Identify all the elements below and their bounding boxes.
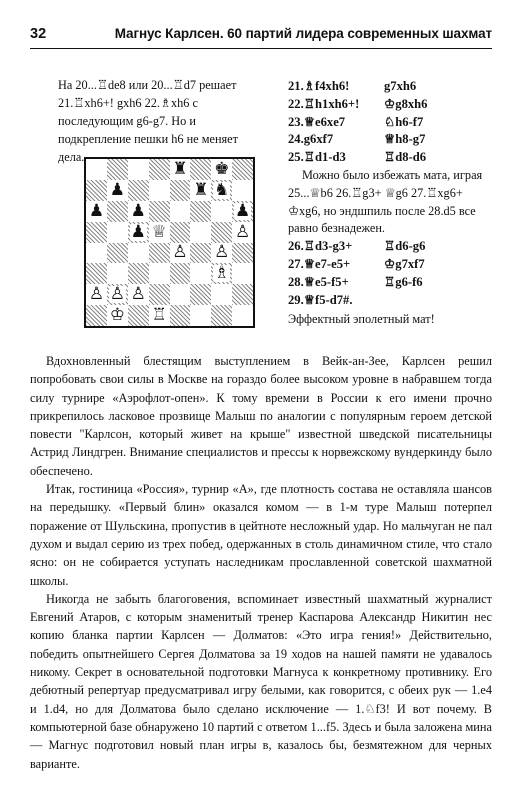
board-square [232,222,253,243]
chess-piece-icon: ♜ [193,179,209,200]
board-square [86,222,107,243]
move-row [288,149,488,167]
board-square [107,243,128,264]
black-move: ♕h8-g7 [384,132,426,147]
chess-piece-icon: ♙ [234,221,251,242]
black-move: ♖d8-d6 [384,150,427,165]
board-square [86,243,107,264]
board-square [190,284,211,305]
move-row [288,274,488,292]
chess-piece-icon: ♗ [214,263,230,284]
final-comment: Эффектный эполетный мат! [288,312,435,327]
white-move: 23.♕e6xe7 [288,114,346,129]
move-comment: Можно было избежать мата, играя 25...♕b6 26.♖g3+ ♕g6 27.♖xg6+ ♔xg6, но эндшпиль после 28.d5 все равно безнадежен. [288,167,483,236]
chess-piece-icon: ♖ [151,305,167,326]
board-square [190,263,211,284]
move-row [288,131,488,149]
white-move: 29.♕f5-d7#. [288,292,353,307]
board-square [107,159,128,180]
board-square [86,159,107,180]
board-square [128,305,149,326]
paragraph: Вдохновленный блестящим выступлением в Вейк-ан-Зее, Карлсен решил попробовать свои силы в Москве на гораздо более высоком уровне в набравшем тогда силу турнире «Аэрофлот-опен». К тому времени в России к его имени прочно прикрепилось ласковое прозвище Малыш по аналогии с популярным героем детской повести "Карлсон, который живет на крыше" известной шведской писательницы Астрид Линдгрен. Внимание специалистов и прессы к норвежскому вундеркинду было обеспечено. [30,354,492,478]
board-square [190,159,211,180]
board-square [170,263,191,284]
board-square [170,180,191,201]
white-move: 21.♗f4xh6! [288,79,350,93]
move-row [288,114,488,132]
board-square [211,284,232,305]
board-square [170,243,191,264]
board-square [170,159,191,180]
board-square [232,201,253,222]
move-row [288,238,488,256]
board-square [190,222,211,243]
chess-piece-icon: ♙ [172,242,188,263]
board-square [128,222,149,243]
board-square [232,305,253,326]
board-square [149,284,170,305]
board-square [232,263,253,284]
black-move: ♘h6-f7 [384,114,424,129]
move-row [288,292,488,310]
board-square [86,180,107,201]
board-square [86,201,107,222]
running-header [30,26,492,49]
board-square [149,159,170,180]
board-square [170,305,191,326]
chess-piece-icon: ♟ [130,221,146,242]
board-square [211,222,232,243]
page-number: 32 [30,26,47,42]
board-square [107,201,128,222]
board-square [128,201,149,222]
chess-piece-icon: ♟ [130,200,146,221]
chess-piece-icon: ♕ [151,221,167,242]
white-move: 24.g6xf7 [288,132,334,147]
black-move: ♔g7xf7 [384,256,425,271]
board-square [149,305,170,326]
black-move: ♖g6-f6 [384,274,423,289]
board-square [170,284,191,305]
white-move: 22.♖h1xh6+! [288,96,360,111]
chess-board [86,159,253,326]
move-row [288,78,488,96]
board-square [149,180,170,201]
board-square [86,284,107,305]
black-move: ♖d6-g6 [384,239,426,254]
chess-piece-icon: ♟ [109,179,125,200]
paragraph: Итак, гостиница «Россия», турнир «А», где плотность состава не оставляла шансов на передышку. «Первый блин» оказался комом — в 1-м туре Малыш потерпел поражение от Шульскина, пропустив в цейтноте несложный удар. Но мальчуган не пал духом и выдал серию из трех побед, одержанных в столь динамичном стиле, что стало ясно: он не собирается уступать наследникам прославленной советской шахматной школы. [30,482,492,588]
board-square [190,243,211,264]
board-square [170,222,191,243]
chess-piece-icon: ♟ [88,200,105,221]
board-square [211,305,232,326]
chess-piece-icon: ♙ [214,242,230,263]
board-square [128,243,149,264]
board-square [149,222,170,243]
black-move: ♔g8xh6 [384,96,428,111]
chess-piece-icon: ♙ [88,284,105,305]
white-move: 27.♕e7-e5+ [288,256,351,271]
board-square [190,180,211,201]
variation-note: На 20...♖de8 или 20...♖d7 решает 21.♖xh6+! gxh6 22.♗xh6 с последующим g6-g7. Но и подкрепление пешки h6 не меняет дела. [58,78,239,164]
board-square [211,243,232,264]
board-square [107,263,128,284]
board-square [211,159,232,180]
board-square [149,263,170,284]
board-square [232,159,253,180]
board-square [232,180,253,201]
board-square [86,263,107,284]
white-move: 25.♖d1-d3 [288,150,346,165]
board-square [107,305,128,326]
paragraph: Никогда не забыть благоговения, вспоминает известный шахматный журналист Евгений Атаров, с которым знаменитый тренер Каспарова Александр Никитин нес копию бланка партии Карлсен — Долматов: «Это игра гения!» Действительно, победить опытнейшего Сергея Долматова за 19 ходов на нашей памяти не удавалось никому. Секрет в основательной подготовки Магнуса к конкретному противнику. Его дебютный репертуар предусматривал игру белыми, как говорится, с обеих рук — 1.e4 и 1.d4, но для Долматова было сделано исключение — 1.♘f3! И вот почему. В компьютерной базе обнаружено 10 партий с ответом 1...f5. Здесь и была заложена мина — Магнус подготовил новый план игры в, казалось бы, безмятежном для черных варианте. [30,591,492,771]
white-move: 26.♖d3-g3+ [288,239,353,254]
board-square [211,180,232,201]
chess-piece-icon: ♚ [214,158,230,179]
board-square [190,201,211,222]
chess-piece-icon: ♟ [234,200,251,221]
board-square [86,305,107,326]
board-square [128,159,149,180]
chess-piece-icon: ♜ [172,158,188,179]
running-title: Магнус Карлсен. 60 партий лидера современных шахмат [114,26,492,41]
board-square [128,180,149,201]
main-text [30,352,492,773]
board-square [170,201,191,222]
board-square [107,222,128,243]
board-square [211,201,232,222]
board-square [232,243,253,264]
chess-piece-icon: ♙ [130,284,146,305]
board-square [107,180,128,201]
chess-diagram [84,157,255,328]
chess-piece-icon: ♞ [214,179,230,200]
move-list [288,78,488,329]
chess-piece-icon: ♔ [109,305,125,326]
board-square [190,305,211,326]
black-move: g7xh6 [384,79,417,93]
board-square [232,284,253,305]
board-square [107,284,128,305]
white-move: 28.♕e5-f5+ [288,274,349,289]
move-row [288,256,488,274]
board-square [211,263,232,284]
board-square [128,284,149,305]
move-row [288,96,488,114]
board-square [149,201,170,222]
chess-piece-icon: ♙ [109,284,125,305]
board-square [128,263,149,284]
board-square [149,243,170,264]
